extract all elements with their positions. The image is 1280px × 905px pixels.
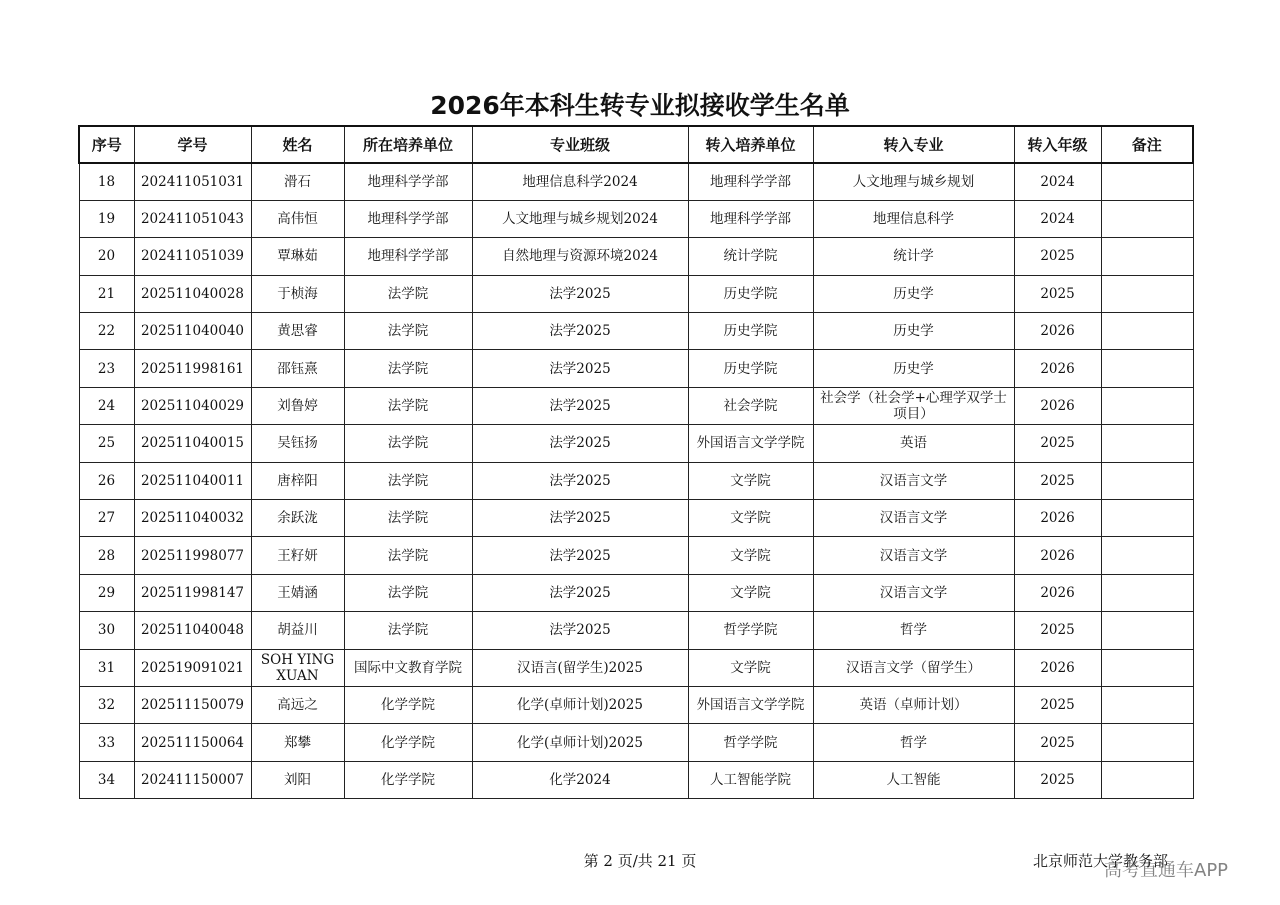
cell-current-unit: 国际中文教育学院 bbox=[344, 649, 472, 686]
cell-target-grade: 2025 bbox=[1014, 238, 1101, 275]
column-header: 学号 bbox=[134, 126, 251, 163]
cell-class: 法学2025 bbox=[472, 612, 688, 649]
cell-remarks bbox=[1101, 200, 1193, 237]
column-header: 姓名 bbox=[251, 126, 344, 163]
cell-remarks bbox=[1101, 313, 1193, 350]
cell-student-id: 202511998161 bbox=[134, 350, 251, 387]
cell-target-grade: 2025 bbox=[1014, 612, 1101, 649]
cell-class: 法学2025 bbox=[472, 387, 688, 424]
cell-student-id: 202511150079 bbox=[134, 686, 251, 723]
cell-target-major: 汉语言文学 bbox=[813, 500, 1014, 537]
cell-index: 22 bbox=[79, 313, 134, 350]
cell-class: 自然地理与资源环境2024 bbox=[472, 238, 688, 275]
cell-target-major: 英语（卓师计划） bbox=[813, 686, 1014, 723]
cell-student-id: 202511998147 bbox=[134, 574, 251, 611]
cell-target-major: 历史学 bbox=[813, 350, 1014, 387]
cell-name: 高伟恒 bbox=[251, 200, 344, 237]
cell-current-unit: 化学学院 bbox=[344, 724, 472, 761]
cell-target-grade: 2025 bbox=[1014, 686, 1101, 723]
cell-index: 20 bbox=[79, 238, 134, 275]
watermark: 高考直通车APP bbox=[1104, 860, 1229, 881]
cell-target-unit: 文学院 bbox=[688, 500, 813, 537]
cell-student-id: 202511150064 bbox=[134, 724, 251, 761]
cell-name: 刘鲁婷 bbox=[251, 387, 344, 424]
footer-organization: 北京师范大学教务部 bbox=[1033, 852, 1169, 870]
table-row bbox=[79, 649, 1193, 686]
cell-target-unit: 文学院 bbox=[688, 462, 813, 499]
cell-index: 18 bbox=[79, 163, 134, 200]
cell-current-unit: 法学院 bbox=[344, 537, 472, 574]
cell-student-id: 202411150007 bbox=[134, 761, 251, 798]
cell-current-unit: 法学院 bbox=[344, 387, 472, 424]
table-row bbox=[79, 537, 1193, 574]
cell-remarks bbox=[1101, 649, 1193, 686]
cell-target-unit: 历史学院 bbox=[688, 350, 813, 387]
cell-target-grade: 2025 bbox=[1014, 761, 1101, 798]
cell-target-grade: 2025 bbox=[1014, 275, 1101, 312]
table-header-row bbox=[79, 126, 1193, 163]
cell-current-unit: 地理科学学部 bbox=[344, 200, 472, 237]
cell-target-major: 历史学 bbox=[813, 313, 1014, 350]
cell-student-id: 202511040048 bbox=[134, 612, 251, 649]
cell-name: SOH YING XUAN bbox=[251, 649, 344, 686]
cell-student-id: 202411051039 bbox=[134, 238, 251, 275]
cell-target-grade: 2026 bbox=[1014, 387, 1101, 424]
cell-student-id: 202511040011 bbox=[134, 462, 251, 499]
cell-index: 27 bbox=[79, 500, 134, 537]
student-table bbox=[78, 125, 1194, 799]
cell-target-unit: 社会学院 bbox=[688, 387, 813, 424]
cell-target-major: 统计学 bbox=[813, 238, 1014, 275]
cell-target-major: 地理信息科学 bbox=[813, 200, 1014, 237]
cell-name: 吴钰扬 bbox=[251, 425, 344, 462]
cell-index: 34 bbox=[79, 761, 134, 798]
cell-target-grade: 2026 bbox=[1014, 500, 1101, 537]
cell-current-unit: 化学学院 bbox=[344, 761, 472, 798]
table-row bbox=[79, 462, 1193, 499]
cell-target-major: 历史学 bbox=[813, 275, 1014, 312]
table-row bbox=[79, 275, 1193, 312]
cell-name: 王婧涵 bbox=[251, 574, 344, 611]
cell-remarks bbox=[1101, 500, 1193, 537]
cell-target-major: 社会学（社会学+心理学双学士项目） bbox=[813, 387, 1014, 424]
cell-name: 王籽妍 bbox=[251, 537, 344, 574]
cell-target-unit: 文学院 bbox=[688, 649, 813, 686]
cell-target-major: 汉语言文学 bbox=[813, 462, 1014, 499]
cell-class: 法学2025 bbox=[472, 574, 688, 611]
cell-class: 法学2025 bbox=[472, 462, 688, 499]
cell-class: 法学2025 bbox=[472, 537, 688, 574]
cell-name: 余跃泷 bbox=[251, 500, 344, 537]
cell-class: 人文地理与城乡规划2024 bbox=[472, 200, 688, 237]
cell-student-id: 202519091021 bbox=[134, 649, 251, 686]
column-header: 转入专业 bbox=[813, 126, 1014, 163]
cell-student-id: 202511998077 bbox=[134, 537, 251, 574]
cell-remarks bbox=[1101, 275, 1193, 312]
cell-current-unit: 法学院 bbox=[344, 462, 472, 499]
column-header: 备注 bbox=[1101, 126, 1193, 163]
cell-remarks bbox=[1101, 724, 1193, 761]
cell-target-grade: 2026 bbox=[1014, 313, 1101, 350]
cell-remarks bbox=[1101, 612, 1193, 649]
cell-remarks bbox=[1101, 462, 1193, 499]
cell-target-grade: 2026 bbox=[1014, 350, 1101, 387]
cell-name: 郑攀 bbox=[251, 724, 344, 761]
cell-current-unit: 地理科学学部 bbox=[344, 163, 472, 200]
cell-class: 法学2025 bbox=[472, 500, 688, 537]
cell-target-grade: 2025 bbox=[1014, 462, 1101, 499]
page-number: 第 2 页/共 21 页 bbox=[583, 852, 697, 870]
column-header: 专业班级 bbox=[472, 126, 688, 163]
cell-target-major: 英语 bbox=[813, 425, 1014, 462]
table-row bbox=[79, 163, 1193, 200]
cell-current-unit: 法学院 bbox=[344, 350, 472, 387]
cell-target-major: 汉语言文学 bbox=[813, 574, 1014, 611]
cell-index: 30 bbox=[79, 612, 134, 649]
table-row bbox=[79, 761, 1193, 798]
table-row bbox=[79, 686, 1193, 723]
cell-target-major: 汉语言文学（留学生） bbox=[813, 649, 1014, 686]
cell-student-id: 202511040032 bbox=[134, 500, 251, 537]
cell-current-unit: 法学院 bbox=[344, 275, 472, 312]
cell-remarks bbox=[1101, 574, 1193, 611]
cell-target-unit: 外国语言文学学院 bbox=[688, 425, 813, 462]
cell-index: 29 bbox=[79, 574, 134, 611]
table-row bbox=[79, 238, 1193, 275]
cell-class: 法学2025 bbox=[472, 275, 688, 312]
cell-current-unit: 法学院 bbox=[344, 574, 472, 611]
cell-target-grade: 2026 bbox=[1014, 649, 1101, 686]
cell-name: 刘阳 bbox=[251, 761, 344, 798]
cell-target-major: 人工智能 bbox=[813, 761, 1014, 798]
cell-target-unit: 外国语言文学学院 bbox=[688, 686, 813, 723]
cell-class: 化学2024 bbox=[472, 761, 688, 798]
cell-target-major: 哲学 bbox=[813, 612, 1014, 649]
cell-remarks bbox=[1101, 350, 1193, 387]
cell-index: 25 bbox=[79, 425, 134, 462]
cell-name: 胡益川 bbox=[251, 612, 344, 649]
cell-index: 31 bbox=[79, 649, 134, 686]
cell-target-unit: 哲学学院 bbox=[688, 724, 813, 761]
table-body bbox=[79, 163, 1193, 799]
table-row bbox=[79, 350, 1193, 387]
cell-index: 26 bbox=[79, 462, 134, 499]
page-title: 2026年本科生转专业拟接收学生名单 bbox=[430, 91, 850, 120]
cell-index: 19 bbox=[79, 200, 134, 237]
cell-target-unit: 文学院 bbox=[688, 537, 813, 574]
cell-current-unit: 法学院 bbox=[344, 313, 472, 350]
cell-current-unit: 法学院 bbox=[344, 425, 472, 462]
cell-class: 化学(卓师计划)2025 bbox=[472, 724, 688, 761]
column-header: 转入年级 bbox=[1014, 126, 1101, 163]
column-header: 序号 bbox=[79, 126, 134, 163]
cell-name: 高远之 bbox=[251, 686, 344, 723]
column-header: 所在培养单位 bbox=[344, 126, 472, 163]
cell-remarks bbox=[1101, 537, 1193, 574]
cell-current-unit: 法学院 bbox=[344, 612, 472, 649]
cell-name: 唐梓阳 bbox=[251, 462, 344, 499]
cell-remarks bbox=[1101, 425, 1193, 462]
cell-target-unit: 历史学院 bbox=[688, 313, 813, 350]
cell-student-id: 202511040028 bbox=[134, 275, 251, 312]
cell-target-unit: 历史学院 bbox=[688, 275, 813, 312]
table-row bbox=[79, 200, 1193, 237]
cell-target-unit: 文学院 bbox=[688, 574, 813, 611]
cell-current-unit: 法学院 bbox=[344, 500, 472, 537]
cell-remarks bbox=[1101, 761, 1193, 798]
table-row bbox=[79, 387, 1193, 424]
cell-student-id: 202511040015 bbox=[134, 425, 251, 462]
cell-current-unit: 化学学院 bbox=[344, 686, 472, 723]
cell-index: 24 bbox=[79, 387, 134, 424]
cell-name: 黄思睿 bbox=[251, 313, 344, 350]
cell-target-unit: 地理科学学部 bbox=[688, 200, 813, 237]
cell-index: 33 bbox=[79, 724, 134, 761]
cell-index: 23 bbox=[79, 350, 134, 387]
cell-index: 21 bbox=[79, 275, 134, 312]
cell-class: 法学2025 bbox=[472, 350, 688, 387]
cell-name: 滑石 bbox=[251, 163, 344, 200]
cell-target-grade: 2026 bbox=[1014, 574, 1101, 611]
cell-class: 地理信息科学2024 bbox=[472, 163, 688, 200]
cell-target-grade: 2025 bbox=[1014, 425, 1101, 462]
cell-remarks bbox=[1101, 387, 1193, 424]
cell-target-major: 人文地理与城乡规划 bbox=[813, 163, 1014, 200]
cell-class: 法学2025 bbox=[472, 313, 688, 350]
table-row bbox=[79, 612, 1193, 649]
cell-target-major: 哲学 bbox=[813, 724, 1014, 761]
table-row bbox=[79, 500, 1193, 537]
table-row bbox=[79, 724, 1193, 761]
cell-student-id: 202511040029 bbox=[134, 387, 251, 424]
cell-student-id: 202511040040 bbox=[134, 313, 251, 350]
cell-target-major: 汉语言文学 bbox=[813, 537, 1014, 574]
cell-target-unit: 人工智能学院 bbox=[688, 761, 813, 798]
cell-class: 化学(卓师计划)2025 bbox=[472, 686, 688, 723]
cell-name: 覃琳茹 bbox=[251, 238, 344, 275]
cell-target-unit: 地理科学学部 bbox=[688, 163, 813, 200]
cell-target-grade: 2025 bbox=[1014, 724, 1101, 761]
cell-class: 法学2025 bbox=[472, 425, 688, 462]
table-row bbox=[79, 574, 1193, 611]
cell-target-unit: 统计学院 bbox=[688, 238, 813, 275]
cell-target-grade: 2024 bbox=[1014, 163, 1101, 200]
cell-student-id: 202411051043 bbox=[134, 200, 251, 237]
cell-target-unit: 哲学学院 bbox=[688, 612, 813, 649]
cell-remarks bbox=[1101, 686, 1193, 723]
cell-target-grade: 2026 bbox=[1014, 537, 1101, 574]
table-row bbox=[79, 425, 1193, 462]
cell-index: 28 bbox=[79, 537, 134, 574]
cell-current-unit: 地理科学学部 bbox=[344, 238, 472, 275]
cell-class: 汉语言(留学生)2025 bbox=[472, 649, 688, 686]
cell-remarks bbox=[1101, 163, 1193, 200]
cell-student-id: 202411051031 bbox=[134, 163, 251, 200]
table-row bbox=[79, 313, 1193, 350]
cell-index: 32 bbox=[79, 686, 134, 723]
cell-remarks bbox=[1101, 238, 1193, 275]
cell-target-grade: 2024 bbox=[1014, 200, 1101, 237]
cell-name: 邵钰熹 bbox=[251, 350, 344, 387]
column-header: 转入培养单位 bbox=[688, 126, 813, 163]
cell-name: 于桢海 bbox=[251, 275, 344, 312]
